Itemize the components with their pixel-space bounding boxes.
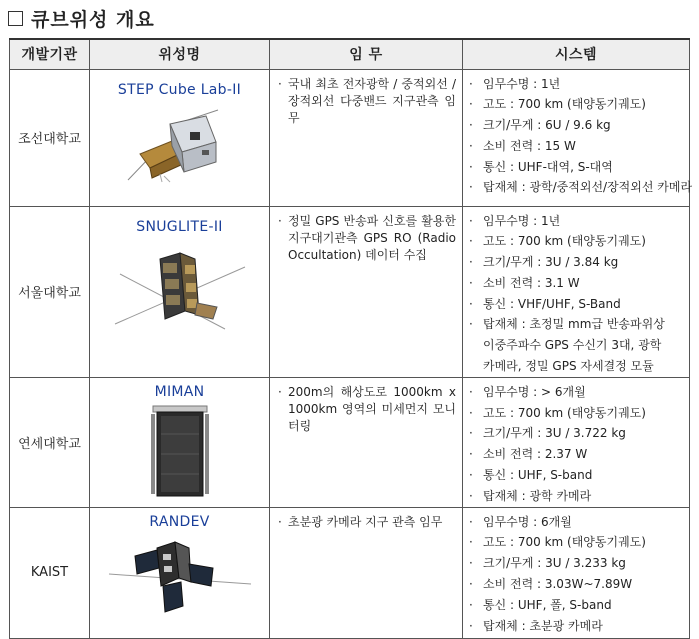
bullet-dot	[469, 356, 483, 377]
system-text: 임무수명 : 1년	[483, 76, 561, 91]
system-text: 통신 : UHF-대역, S-대역	[483, 159, 613, 174]
bullet-dot: ·	[469, 597, 473, 612]
table-row	[10, 206, 690, 377]
bullet-dot: ·	[469, 447, 473, 462]
miman-satellite-image	[145, 404, 215, 500]
system-item	[469, 356, 685, 377]
system-item	[469, 74, 685, 95]
satellite-name: MIMAN	[154, 383, 205, 400]
mission-item	[278, 384, 456, 435]
system-list	[469, 382, 685, 507]
table-row	[10, 377, 690, 507]
satellite-cell	[90, 507, 270, 638]
bullet-dot: ·	[469, 468, 473, 483]
system-text: 고도 : 700 km (태양동기궤도)	[483, 97, 646, 112]
bullet-dot: ·	[469, 317, 473, 332]
system-item	[469, 231, 685, 252]
mission-text: 정밀 GPS 반송파 신호를 활용한 지구대기관측 GPS RO (Radio Occultation) 데이터 수집	[288, 213, 456, 262]
checkbox-square-icon	[8, 11, 23, 26]
satellite-cell	[90, 377, 270, 507]
system-item	[469, 177, 693, 198]
mission-text: 초분광 카메라 지구 관측 임무	[288, 514, 443, 529]
bullet-dot: ·	[469, 488, 473, 503]
mission-cell	[270, 507, 463, 638]
header-satellite: 위성명	[90, 39, 270, 69]
mission-item	[278, 76, 456, 127]
mission-cell	[270, 69, 463, 206]
system-item	[469, 211, 685, 232]
bullet-dot: ·	[469, 76, 473, 91]
system-item	[469, 512, 685, 533]
mission-cell	[270, 206, 463, 377]
system-text: 크기/무게 : 6U / 9.6 kg	[483, 118, 611, 133]
system-item	[469, 94, 685, 115]
bullet-dot: ·	[469, 138, 473, 153]
bullet-dot: ·	[278, 514, 282, 529]
bullet-dot: ·	[469, 255, 473, 270]
header-row	[10, 39, 690, 69]
org-cell: 조선대학교	[10, 69, 90, 206]
table-row	[10, 507, 690, 638]
bullet-dot: ·	[469, 405, 473, 420]
system-item	[469, 252, 685, 273]
system-item	[469, 465, 685, 486]
system-text: 탑재체 : 광학/중적외선/장적외선 카메라	[483, 180, 693, 195]
header-system: 시스템	[463, 39, 690, 69]
system-item	[469, 532, 685, 553]
bullet-dot: ·	[469, 118, 473, 133]
table-row	[10, 69, 690, 206]
system-cell	[463, 69, 693, 206]
system-item	[469, 136, 685, 157]
system-text: 이중주파수 GPS 수신기 3대, 광학	[483, 338, 662, 353]
system-cell	[463, 507, 690, 638]
bullet-dot: ·	[278, 76, 282, 91]
bullet-dot: ·	[469, 384, 473, 399]
system-text: 통신 : UHF, S-band	[483, 468, 593, 483]
system-text: 탑재체 : 초분광 카메라	[483, 618, 603, 633]
bullet-dot: ·	[278, 384, 282, 399]
system-text: 소비 전력 : 3.1 W	[483, 275, 580, 290]
system-text: 소비 전력 : 2.37 W	[483, 447, 588, 462]
system-item	[469, 574, 685, 595]
system-cell	[463, 206, 690, 377]
system-item	[469, 444, 685, 465]
bullet-dot: ·	[469, 159, 473, 174]
bullet-dot: ·	[469, 618, 473, 633]
mission-text: 국내 최초 전자광학 / 중적외선 /장적외선 다중밴드 지구관측 임무	[288, 76, 456, 125]
document-title	[8, 5, 155, 31]
system-text: 임무수명 : 1년	[483, 213, 561, 228]
system-text: 소비 전력 : 3.03W~7.89W	[483, 577, 633, 592]
system-text: 통신 : VHF/UHF, S-Band	[483, 296, 621, 311]
org-cell: 서울대학교	[10, 206, 90, 377]
system-list	[469, 74, 693, 199]
system-text: 크기/무게 : 3U / 3.722 kg	[483, 426, 626, 441]
bullet-dot	[469, 335, 483, 356]
system-text: 통신 : UHF, 폴, S-band	[483, 597, 612, 612]
bullet-dot: ·	[469, 514, 473, 529]
bullet-dot: ·	[469, 213, 473, 228]
org-cell: 연세대학교	[10, 377, 90, 507]
header-mission: 임 무	[270, 39, 463, 69]
system-item	[469, 403, 685, 424]
system-item	[469, 294, 685, 315]
system-text: 소비 전력 : 15 W	[483, 138, 576, 153]
system-item	[469, 423, 685, 444]
system-item	[469, 616, 685, 637]
snuglite-satellite-image	[105, 239, 255, 339]
system-item	[469, 382, 685, 403]
system-cell	[463, 377, 690, 507]
system-list	[469, 512, 685, 637]
system-text: 크기/무게 : 3U / 3.84 kg	[483, 255, 619, 270]
satellite-cell	[90, 69, 270, 206]
system-item	[469, 553, 685, 574]
randev-satellite-image	[105, 534, 255, 614]
system-list	[469, 211, 685, 377]
mission-text: 200m의 해상도로 1000km x 1000km 영역의 미세먼지 모니터링	[288, 384, 456, 433]
system-item	[469, 595, 685, 616]
title-text: 큐브위성 개요	[31, 8, 155, 31]
bullet-dot: ·	[469, 97, 473, 112]
system-item	[469, 486, 685, 507]
bullet-dot: ·	[469, 577, 473, 592]
system-text: 카메라, 정밀 GPS 자세결정 모듈	[483, 359, 654, 374]
system-item	[469, 115, 685, 136]
system-item	[469, 157, 685, 178]
bullet-dot: ·	[469, 556, 473, 571]
system-text: 임무수명 : > 6개월	[483, 384, 586, 399]
system-text: 크기/무게 : 3U / 3.233 kg	[483, 556, 626, 571]
system-item	[469, 273, 685, 294]
bullet-dot: ·	[469, 426, 473, 441]
bullet-dot: ·	[469, 296, 473, 311]
system-text: 탑재체 : 초정밀 mm급 반송파위상	[483, 317, 665, 332]
step-cube-lab-satellite-image	[120, 102, 240, 184]
header-org: 개발기관	[10, 39, 90, 69]
cubesat-overview-table	[9, 38, 693, 639]
mission-item	[278, 514, 456, 531]
system-item	[469, 314, 685, 335]
bullet-dot: ·	[278, 213, 282, 228]
bullet-dot: ·	[469, 234, 473, 249]
bullet-dot: ·	[469, 535, 473, 550]
bullet-dot: ·	[469, 180, 473, 195]
satellite-name: STEP Cube Lab-II	[117, 81, 242, 98]
system-text: 고도 : 700 km (태양동기궤도)	[483, 535, 646, 550]
system-item	[469, 335, 685, 356]
satellite-name: RANDEV	[149, 513, 210, 530]
satellite-name: SNUGLITE-II	[136, 218, 223, 235]
system-text: 고도 : 700 km (태양동기궤도)	[483, 405, 646, 420]
satellite-cell	[90, 206, 270, 377]
mission-item	[278, 213, 456, 264]
system-text: 고도 : 700 km (태양동기궤도)	[483, 234, 646, 249]
bullet-dot: ·	[469, 275, 473, 290]
mission-cell	[270, 377, 463, 507]
org-cell: KAIST	[10, 507, 90, 638]
system-text: 탑재체 : 광학 카메라	[483, 488, 592, 503]
system-text: 임무수명 : 6개월	[483, 514, 572, 529]
